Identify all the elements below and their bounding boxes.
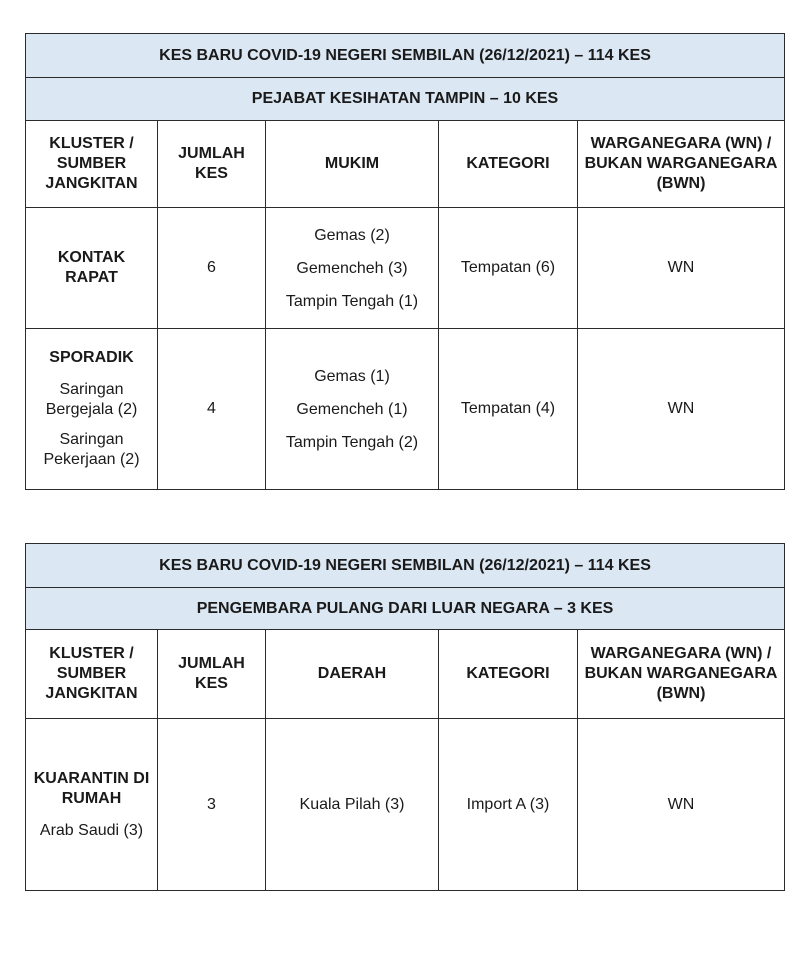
table-row (26, 719, 785, 891)
table-subtitle: PENGEMBARA PULANG DARI LUAR NEGARA – 3 KES (26, 588, 785, 630)
cluster-detail: Saringan Pekerjaan (2) (43, 431, 140, 468)
mukim-item: Gemencheh (3) (296, 259, 408, 277)
category: Tempatan (4) (439, 329, 578, 490)
header-jumlah: JUMLAH KES (158, 121, 266, 208)
mukim-list (266, 208, 439, 329)
header-warga: WARGANEGARA (WN) / BUKAN WARGANEGARA (BWN) (578, 630, 785, 719)
header-daerah: DAERAH (266, 630, 439, 719)
header-mukim: MUKIM (266, 121, 439, 208)
mukim-item: Gemas (1) (314, 367, 390, 385)
citizenship: WN (578, 208, 785, 329)
table-row (26, 329, 785, 490)
mukim-item: Tampin Tengah (1) (285, 292, 419, 310)
case-count: 3 (158, 719, 266, 891)
cluster-cell (26, 719, 158, 891)
table-title: KES BARU COVID-19 NEGERI SEMBILAN (26/12/2021) – 114 KES (26, 544, 785, 588)
cluster-name: SPORADIK (49, 349, 134, 366)
header-cluster: KLUSTER / SUMBER JANGKITAN (26, 630, 158, 719)
mukim-item: Gemas (2) (314, 226, 390, 244)
table-title: KES BARU COVID-19 NEGERI SEMBILAN (26/12/2021) – 114 KES (26, 34, 785, 78)
case-table-travellers (25, 543, 785, 891)
case-count: 6 (158, 208, 266, 329)
cluster-cell (26, 329, 158, 490)
citizenship: WN (578, 329, 785, 490)
header-kategori: KATEGORI (439, 630, 578, 719)
mukim-item: Tampin Tengah (2) (285, 433, 419, 451)
case-count: 4 (158, 329, 266, 490)
cluster-name: KONTAK RAPAT (26, 208, 158, 329)
header-kategori: KATEGORI (439, 121, 578, 208)
category: Import A (3) (439, 719, 578, 891)
cluster-detail: Saringan Bergejala (2) (45, 381, 138, 418)
table-row (26, 208, 785, 329)
case-table-tampin (25, 33, 785, 490)
cluster-detail: Arab Saudi (3) (39, 821, 144, 839)
table-subtitle: PEJABAT KESIHATAN TAMPIN – 10 KES (26, 78, 785, 121)
category: Tempatan (6) (439, 208, 578, 329)
district: Kuala Pilah (3) (266, 719, 439, 891)
mukim-item: Gemencheh (1) (296, 400, 408, 418)
citizenship: WN (578, 719, 785, 891)
header-jumlah: JUMLAH KES (158, 630, 266, 719)
header-warga: WARGANEGARA (WN) / BUKAN WARGANEGARA (BWN) (578, 121, 785, 208)
cluster-name: KUARANTIN DI RUMAH (33, 769, 150, 807)
header-cluster: KLUSTER / SUMBER JANGKITAN (26, 121, 158, 208)
mukim-list (266, 329, 439, 490)
